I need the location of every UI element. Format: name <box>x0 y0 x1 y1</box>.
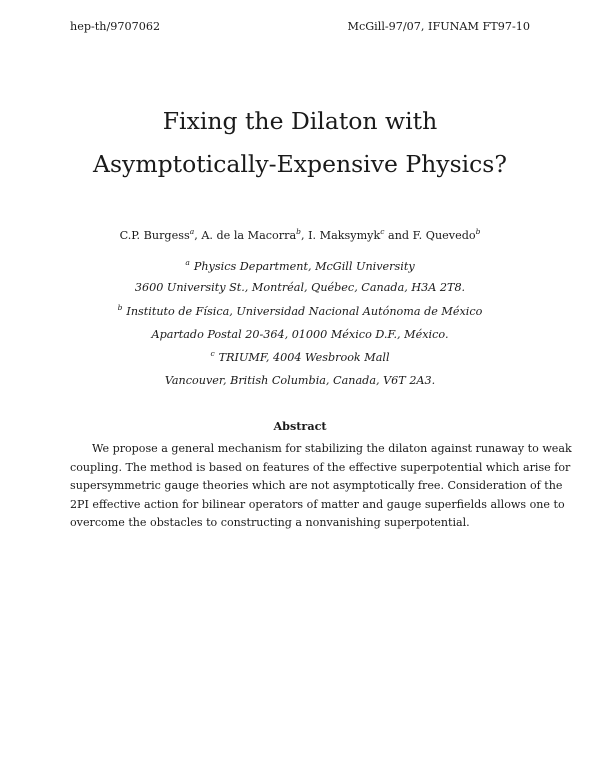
abstract-line: 2PI effective action for bilinear operators of matter and gauge superfields allows one to <box>70 497 565 511</box>
author-separator: , <box>194 229 202 242</box>
affiliation-text: TRIUMF, 4004 Wesbrook Mall <box>218 351 390 364</box>
author-affil-marker: a <box>189 227 195 236</box>
abstract-line: overcome the obstacles to constructing a nonvanishing superpotential. <box>70 516 470 530</box>
abstract-line: supersymmetric gauge theories which are not asymptotically free. Consideration of the <box>70 479 563 493</box>
abstract-line: coupling. The method is based on features of the effective superpotential which arise for <box>70 460 571 474</box>
author: C.P. Burgess <box>119 229 190 242</box>
arxiv-id: hep-th/9707062 <box>70 20 161 33</box>
author: A. de la Macorra <box>201 229 297 242</box>
affiliation-c-line-2: Vancouver, British Columbia, Canada, V6T 2A3. <box>164 374 436 387</box>
affiliation-a-line-2: 3600 University St., Montréal, Québec, Canada, H3A 2T8. <box>134 281 466 294</box>
abstract-heading: Abstract <box>273 419 327 433</box>
author-list <box>0 229 600 243</box>
title-line-2: Asymptotically-Expensive Physics? <box>93 150 507 178</box>
author-separator: , <box>300 229 309 242</box>
paper-title <box>0 100 600 186</box>
author-affil-marker: c <box>380 227 385 236</box>
author-affil-marker: b <box>296 227 301 236</box>
abstract-line: We propose a general mechanism for stabilizing the dilaton against runaway to weak <box>92 442 572 455</box>
affiliation-marker: a <box>185 258 190 267</box>
report-numbers: McGill-97/07, IFUNAM FT97-10 <box>347 20 530 33</box>
affiliation-marker: b <box>117 303 123 312</box>
author: I. Maksymyk <box>308 229 381 242</box>
affiliation-a-line-1 <box>0 260 600 274</box>
affiliation-text: Instituto de Física, Universidad Nacional Autónoma de México <box>126 305 483 318</box>
affiliation-c-line-1 <box>0 351 600 365</box>
author-separator: and <box>384 229 413 242</box>
author-affil-marker: b <box>475 227 481 236</box>
affiliation-b-line-2: Apartado Postal 20-364, 01000 México D.F., México. <box>151 328 449 341</box>
page-header <box>70 20 530 34</box>
affiliation-b-line-1 <box>0 305 600 319</box>
title-line-1: Fixing the Dilaton with <box>162 107 438 135</box>
affiliation-marker: c <box>210 349 215 358</box>
author: F. Quevedo <box>412 229 476 242</box>
abstract-body <box>70 440 572 533</box>
affiliation-text: Physics Department, McGill University <box>193 260 415 273</box>
